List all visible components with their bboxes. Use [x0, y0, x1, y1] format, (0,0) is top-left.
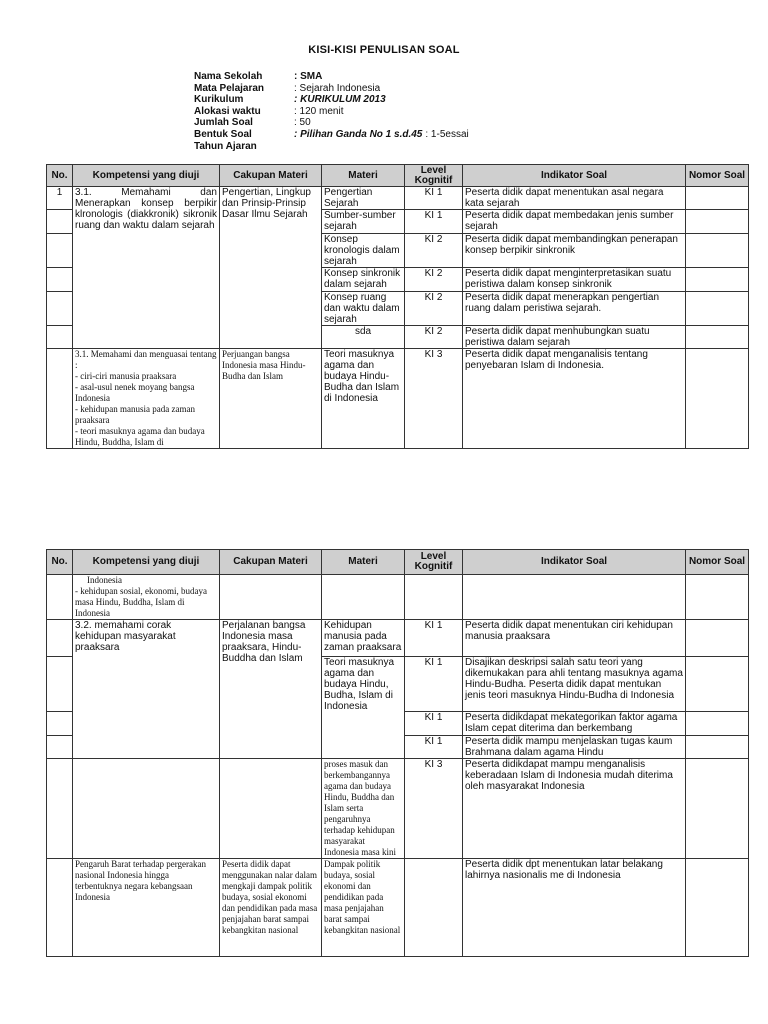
- indikator-cell: [463, 575, 686, 620]
- meta-value: : Pilihan Ganda No 1 s.d.45: [294, 128, 423, 140]
- nomor-cell: [686, 268, 749, 292]
- nomor-cell: [686, 575, 749, 620]
- level-cell: KI 3: [405, 349, 463, 449]
- nomor-cell: [686, 620, 749, 657]
- row-no: [47, 712, 73, 736]
- nomor-cell: [686, 859, 749, 957]
- indikator-cell: Peserta didik dapat menginterpretasikan suatu peristiwa dalam konsep sinkronik: [463, 268, 686, 292]
- level-cell: KI 1: [405, 657, 463, 712]
- cakupan-cell: Perjuangan bangsa Indonesia masa Hindu-Budha dan Islam: [220, 349, 322, 449]
- meta-value: : KURIKULUM 2013: [294, 94, 386, 106]
- kompetensi-cell: 3.1. Memahami dan Menerapkan konsep berpikir klronologis (diakkronik) sikronik ruang dan waktu dalam sejarah: [73, 187, 220, 349]
- nomor-cell: [686, 349, 749, 449]
- meta-label: Kurikulum: [194, 94, 244, 106]
- nomor-cell: [686, 736, 749, 759]
- level-cell: KI 2: [405, 268, 463, 292]
- indikator-cell: Peserta didik dpt menentukan latar belakang lahirnya nasionalis me di Indonesia: [463, 859, 686, 957]
- level-cell: KI 3: [405, 759, 463, 859]
- level-cell: KI 2: [405, 234, 463, 268]
- indikator-cell: Peserta didik mampu menjelaskan tugas kaum Brahmana dalam agama Hindu: [463, 736, 686, 759]
- kompetensi-cell: [73, 759, 220, 859]
- indikator-cell: Peserta didik dapat menganalisis tentang penyebaran Islam di Indonesia.: [463, 349, 686, 449]
- header-level: Level Kognitif: [405, 550, 463, 575]
- list-item: - asal-usul nenek moyang bangsa Indonesia: [75, 382, 195, 403]
- materi-cell: Teori masuknya agama dan budaya Hindu-Budha dan Islam di Indonesia: [322, 349, 405, 449]
- level-cell: KI 1: [405, 210, 463, 234]
- header-no: No.: [47, 165, 73, 187]
- table-header-row: [47, 550, 749, 575]
- header-nomor: Nomor Soal: [686, 550, 749, 575]
- nomor-cell: [686, 187, 749, 210]
- row-no: [47, 210, 73, 234]
- row-no: [47, 575, 73, 620]
- level-cell: KI 1: [405, 712, 463, 736]
- row-no: [47, 292, 73, 326]
- cakupan-cell: Perjalanan bangsa Indonesia masa praaksara, Hindu-Buddha dan Islam: [220, 620, 322, 759]
- meta-label: Jumlah Soal: [194, 117, 253, 129]
- row-no: [47, 859, 73, 957]
- materi-cell: sda: [322, 326, 405, 349]
- meta-row-form: [194, 129, 469, 141]
- header-cakupan: Cakupan Materi: [220, 165, 322, 187]
- meta-value: : Sejarah Indonesia: [294, 82, 381, 94]
- document-meta: [194, 71, 469, 152]
- kompetensi-heading: 3.1. Memahami dan menguasai tentang :: [75, 349, 217, 370]
- header-level: Level Kognitif: [405, 165, 463, 187]
- meta-value-essay: : 1-5essai: [425, 128, 469, 140]
- header-indikator: Indikator Soal: [463, 550, 686, 575]
- meta-label: Mata Pelajaran: [194, 82, 265, 94]
- materi-cell: Teori masuknya agama dan budaya Hindu, Budha, Islam di Indonesia: [322, 657, 405, 759]
- indikator-cell: Disajikan deskripsi salah satu teori yang dikemukakan para ahli tentang masuknya agama Hindu-Budha. Peserta didik dapat mentukan jenis teori masuknya Hindu-Budha di Indonesia: [463, 657, 686, 712]
- nomor-cell: [686, 210, 749, 234]
- materi-cell: Pengertian Sejarah: [322, 187, 405, 210]
- meta-row-subject: [194, 83, 469, 95]
- nomor-cell: [686, 657, 749, 712]
- table-row: [47, 349, 749, 449]
- indikator-cell: Peserta didik dapat menentukan ciri kehidupan manusia praaksara: [463, 620, 686, 657]
- table-row: [47, 575, 749, 620]
- nomor-cell: [686, 759, 749, 859]
- materi-cell: Dampak politik budaya, sosial ekonomi dan pendidikan pada masa penjajahan barat sampai kebangkitan nasional: [322, 859, 405, 957]
- level-cell: [405, 859, 463, 957]
- kisi-table-2: [46, 549, 749, 957]
- kompetensi-cell: [73, 575, 220, 620]
- meta-row-school: [194, 71, 469, 83]
- list-item: - ciri-ciri manusia praaksara: [75, 371, 177, 381]
- meta-label: Bentuk Soal: [194, 128, 252, 140]
- table-row: [47, 859, 749, 957]
- header-no: No.: [47, 550, 73, 575]
- row-no: [47, 349, 73, 449]
- header-kompetensi: Kompetensi yang diuji: [73, 165, 220, 187]
- document-title: KISI-KISI PENULISAN SOAL: [308, 44, 460, 56]
- row-no: [47, 736, 73, 759]
- kompetensi-cell: Pengaruh Barat terhadap pergerakan nasional Indonesia hingga terbentuknya negara kebangsaan Indonesia: [73, 859, 220, 957]
- row-no: [47, 234, 73, 268]
- header-cakupan: Cakupan Materi: [220, 550, 322, 575]
- meta-value: : SMA: [294, 71, 323, 82]
- header-indikator: Indikator Soal: [463, 165, 686, 187]
- meta-label: Tahun Ajaran: [194, 140, 257, 152]
- kompetensi-cell: [73, 349, 220, 449]
- level-cell: KI 1: [405, 736, 463, 759]
- list-item: - kehidupan sosial, ekonomi, budaya masa Hindu, Buddha, Islam di Indonesia: [75, 586, 207, 618]
- table-row: [47, 187, 749, 210]
- nomor-cell: [686, 326, 749, 349]
- indikator-cell: Peserta didik dapat menhubungkan suatu peristiwa dalam sejarah: [463, 326, 686, 349]
- header-nomor: Nomor Soal: [686, 165, 749, 187]
- nomor-cell: [686, 292, 749, 326]
- indikator-cell: Peserta didik dapat menerapkan pengertian ruang dalam peristiwa sejarah.: [463, 292, 686, 326]
- materi-cell: Sumber-sumber sejarah: [322, 210, 405, 234]
- row-no: [47, 759, 73, 859]
- row-no: [47, 326, 73, 349]
- row-no: [47, 657, 73, 712]
- row-no: [47, 268, 73, 292]
- table-header-row: [47, 165, 749, 187]
- meta-row-curriculum: [194, 94, 469, 106]
- meta-row-time: [194, 106, 469, 118]
- list-item: Indonesia: [87, 575, 122, 585]
- meta-label: Nama Sekolah: [194, 71, 263, 82]
- row-no: [47, 620, 73, 657]
- nomor-cell: [686, 234, 749, 268]
- kompetensi-cell: 3.2. memahami corak kehidupan masyarakat praaksara: [73, 620, 220, 759]
- nomor-cell: [686, 712, 749, 736]
- indikator-cell: Peserta didikdapat mampu menganalisis keberadaan Islam di Indonesia mudah diterima oleh masyarakat Indonesia: [463, 759, 686, 859]
- level-cell: KI 1: [405, 620, 463, 657]
- meta-row-year: [194, 141, 469, 153]
- meta-value: : 50: [294, 117, 311, 129]
- level-cell: KI 1: [405, 187, 463, 210]
- materi-cell: Konsep ruang dan waktu dalam sejarah: [322, 292, 405, 326]
- level-cell: [405, 575, 463, 620]
- header-materi: Materi: [322, 165, 405, 187]
- indikator-cell: Peserta didikdapat mekategorikan faktor agama Islam cepat diterima dan berkembang: [463, 712, 686, 736]
- kisi-table-1: [46, 164, 749, 449]
- materi-cell: proses masuk dan berkembangannya agama dan budaya Hindu, Buddha dan Islam serta pengaruhnya terhadap kehidupan masyarakat Indonesia masa kini: [322, 759, 405, 859]
- indikator-cell: Peserta didik dapat menentukan asal negara kata sejarah: [463, 187, 686, 210]
- level-cell: KI 2: [405, 292, 463, 326]
- meta-label: Alokasi waktu: [194, 105, 261, 117]
- list-item: - teori masuknya agama dan budaya Hindu, Buddha, Islam di: [75, 426, 205, 447]
- header-kompetensi: Kompetensi yang diuji: [73, 550, 220, 575]
- level-cell: KI 2: [405, 326, 463, 349]
- indikator-cell: Peserta didik dapat membandingkan penerapan konsep berpikir sinkronik: [463, 234, 686, 268]
- materi-cell: Konsep sinkronik dalam sejarah: [322, 268, 405, 292]
- cakupan-cell: Peserta didik dapat menggunakan nalar dalam mengkaji dampak politik budaya, sosial ekonomi dan pendidikan pada masa penjajahan barat sampai kebangkitan nasional: [220, 859, 322, 957]
- list-item: - kehidupan manusia pada zaman praaksara: [75, 404, 195, 425]
- meta-row-count: [194, 117, 469, 129]
- header-materi: Materi: [322, 550, 405, 575]
- meta-value: : 120 menit: [294, 105, 344, 117]
- materi-cell: Konsep kronologis dalam sejarah: [322, 234, 405, 268]
- cakupan-cell: Pengertian, Lingkup dan Prinsip-Prinsip Dasar Ilmu Sejarah: [220, 187, 322, 349]
- indikator-cell: Peserta didik dapat membedakan jenis sumber sejarah: [463, 210, 686, 234]
- cakupan-cell: [220, 575, 322, 620]
- materi-cell: [322, 575, 405, 620]
- row-no: 1: [47, 187, 73, 210]
- table-row: [47, 620, 749, 657]
- cakupan-cell: [220, 759, 322, 859]
- table-row: [47, 759, 749, 859]
- materi-cell: Kehidupan manusia pada zaman praaksara: [322, 620, 405, 657]
